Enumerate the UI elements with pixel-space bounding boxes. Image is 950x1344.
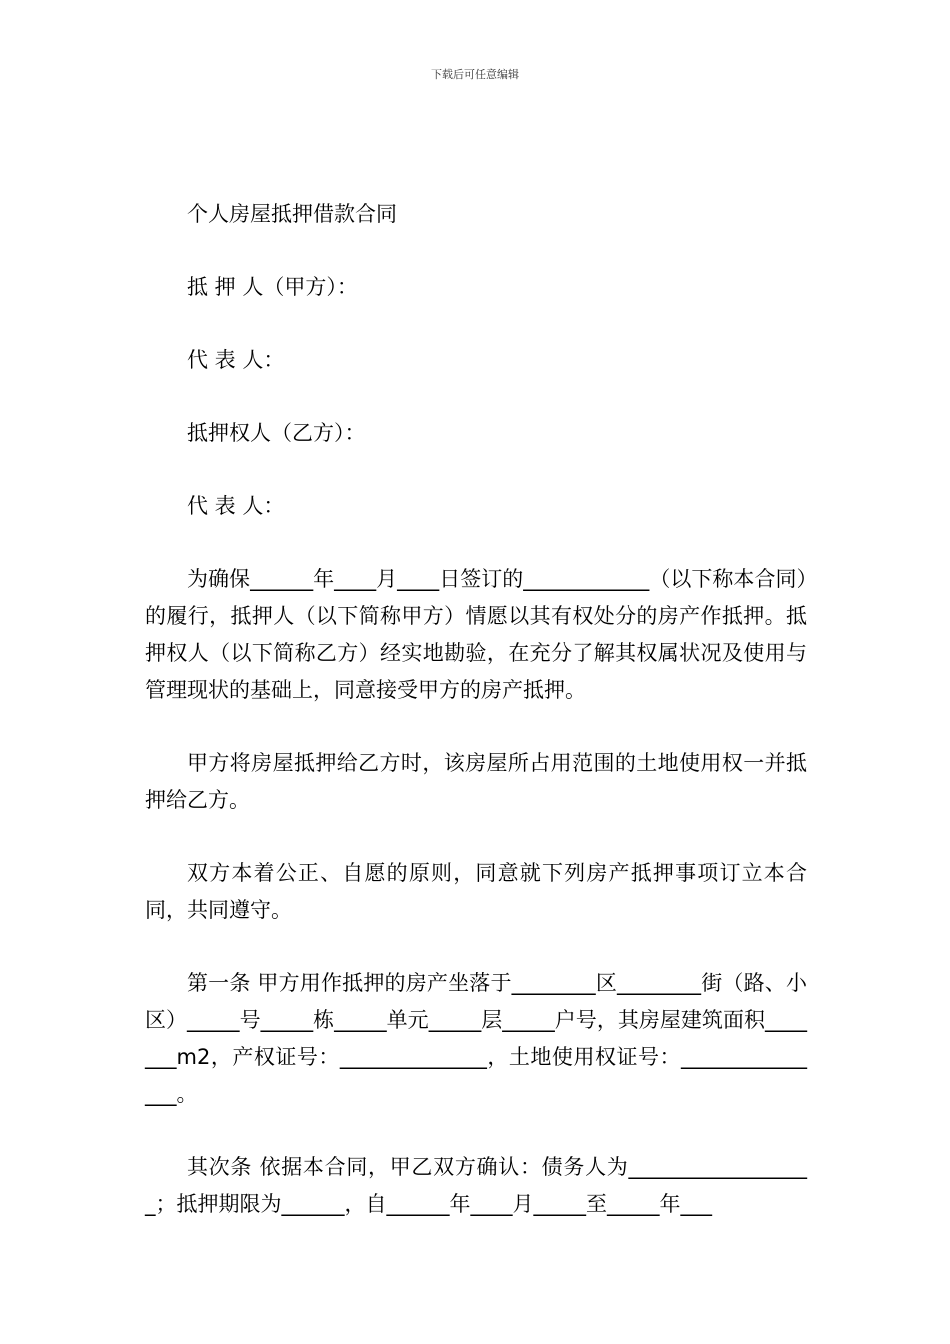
paragraph-land-use: 甲方将房屋抵押给乙方时，该房屋所占用范围的土地使用权一并抵押给乙方。 xyxy=(145,751,807,812)
page-header-note: 下载后可任意编辑 xyxy=(431,68,519,81)
paragraph-principle: 双方本着公正、自愿的原则，同意就下列房产抵押事项订立本合同，共同遵守。 xyxy=(145,861,807,922)
contract-title: 个人房屋抵押借款合同 xyxy=(187,202,397,226)
contract-body xyxy=(145,196,807,1223)
paragraph-purpose: 为确保______年____月____日签订的____________（以下称本合同）的履行，抵押人（以下简称甲方）情愿以其有权处分的房产作抵押。抵押权人（以下简称乙方）经实地勘验，在充分了解其权属状况及使用与管理现状的基础上，同意接受甲方的房产抵押。 xyxy=(145,567,807,702)
party-b-representative-label: 代 表 人： xyxy=(187,494,285,518)
article-2: 其次条 依据本合同，甲乙双方确认：债务人为__________________；抵押期限为______，自______年____月_____至_____年___ xyxy=(145,1155,807,1216)
article-1: 第一条 甲方用作抵押的房产坐落于________区________街（路、小区）_____号_____栋_____单元_____层_____户号，其房屋建筑面积_______m2，产权证号：______________，土地使用权证号：_______________。 xyxy=(145,971,807,1106)
party-b-label: 抵押权人（乙方）： xyxy=(187,421,366,445)
party-a-representative-label: 代 表 人： xyxy=(187,348,285,372)
party-a-label: 抵 押 人（甲方）： xyxy=(187,275,358,299)
